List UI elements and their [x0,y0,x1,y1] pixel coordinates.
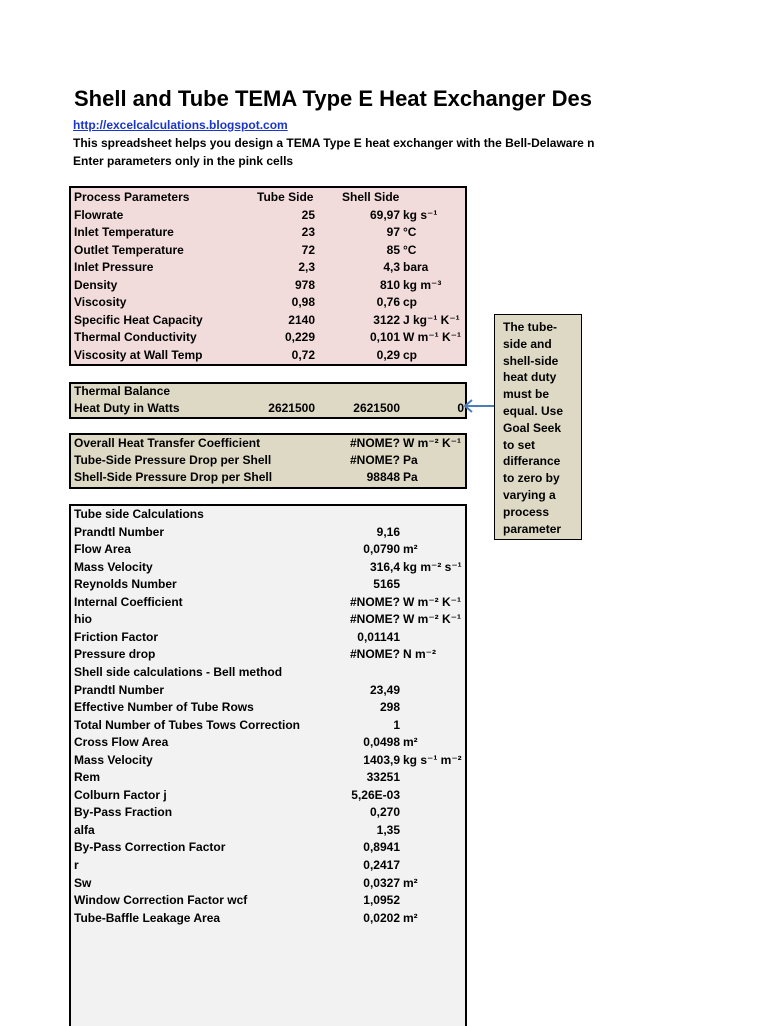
calculation-row [71,752,465,769]
result-value[interactable]: #NOME? [349,453,400,467]
process-param-row [71,347,465,364]
calc-value[interactable]: #NOME? [349,612,400,627]
calc-label: alfa [74,822,95,837]
blog-link[interactable]: http://excelcalculations.blogspot.com [73,118,288,132]
calc-value[interactable]: 23,49 [369,682,400,697]
param-label: Thermal Conductivity [74,330,197,344]
process-parameters-table [69,186,467,366]
calc-value[interactable]: 0,0202 [363,910,400,925]
calculation-row [71,839,465,856]
left-arrow-icon [460,396,496,416]
calc-label: By-Pass Fraction [74,805,173,820]
calc-label: Shell side calculations - Bell method [74,664,283,679]
note-line: heat duty [503,370,557,385]
shell-side-value[interactable]: 85 [386,242,400,257]
unit-label: kg s⁻¹ [403,207,438,222]
process-param-row [71,224,465,241]
calc-label: Tube-Baffle Leakage Area [74,910,221,925]
calc-value[interactable]: 1403,9 [363,752,400,767]
unit-label: W m⁻² K⁻¹ [403,436,461,450]
unit-label: Pa [403,453,418,467]
heat-duty-shell[interactable]: 2621500 [353,401,400,415]
tube-side-value[interactable]: 0,72 [291,347,315,362]
note-line: equal. Use [503,403,564,418]
param-label: Viscosity at Wall Temp [74,347,203,362]
shell-side-header: Shell Side [342,190,400,204]
param-label: Viscosity [74,295,127,309]
result-value[interactable]: 98848 [366,470,400,484]
shell-side-value[interactable]: 69,97 [369,207,400,222]
shell-side-value[interactable]: 810 [379,277,400,292]
goal-seek-note [494,314,582,540]
calculation-row [71,734,465,751]
unit-label: W m⁻² K⁻¹ [403,612,461,627]
calc-label: Prandtl Number [74,682,165,697]
unit-label: W m⁻² K⁻¹ [403,594,461,609]
calculation-row [71,629,465,646]
thermal-balance-table [69,382,467,419]
process-param-row [71,277,465,294]
calc-label: By-Pass Correction Factor [74,840,226,855]
calculation-row [71,576,465,593]
process-param-row [71,329,465,346]
calc-value[interactable]: 1,35 [376,822,400,837]
note-line: shell-side [503,353,559,368]
unit-label: N m⁻² [403,647,436,662]
calc-label: Friction Factor [74,629,159,644]
overall-result-row [71,435,465,452]
heat-duty-tube[interactable]: 2621500 [268,401,315,415]
calc-value[interactable]: 9,16 [376,524,400,539]
calculation-row [71,857,465,874]
thermal-header-row [71,383,465,400]
calc-label: Colburn Factor j [74,787,167,802]
page-title: Shell and Tube TEMA Type E Heat Exchanger Des [74,86,592,111]
calc-value[interactable]: 5165 [373,577,400,592]
calc-value[interactable]: 1,0952 [363,893,400,908]
unit-label: m² [403,875,418,890]
calc-label: Total Number of Tubes Tows Correction [74,717,301,732]
calc-value[interactable]: 0,0498 [363,735,400,750]
tube-side-value[interactable]: 72 [301,242,315,257]
thermal-header-label: Thermal Balance [74,384,171,398]
calculation-row [71,787,465,804]
calculation-row [71,682,465,699]
calc-value[interactable]: 0,01141 [357,629,400,644]
calc-label: Prandtl Number [74,524,165,539]
unit-label: m² [403,735,418,750]
process-header-row [71,189,465,206]
tube-side-value[interactable]: 2140 [288,312,315,327]
calculation-row [71,524,465,541]
note-line: The tube- [503,320,557,334]
shell-side-value[interactable]: 0,76 [376,295,400,309]
tube-side-value[interactable]: 978 [294,277,315,292]
process-header-label: Process Parameters [74,190,190,204]
calc-value[interactable]: 1 [393,717,400,732]
shell-side-value[interactable]: 4,3 [383,260,400,274]
calc-label: Internal Coefficient [74,594,183,609]
calculation-row [71,822,465,839]
calculation-row [71,804,465,821]
calculation-row [71,594,465,611]
calc-label: Flow Area [74,542,131,557]
calculation-row [71,611,465,628]
calc-value[interactable]: 316,4 [369,559,400,574]
process-param-row [71,259,465,276]
calc-label: Mass Velocity [74,752,153,767]
process-param-row [71,207,465,224]
calculation-row [71,699,465,716]
note-line: to zero by [503,471,560,486]
calculation-row [71,664,465,681]
calc-value[interactable]: #NOME? [349,647,400,662]
unit-label: kg m⁻² s⁻¹ [403,559,462,574]
shell-side-value[interactable]: 0,101 [369,330,400,344]
param-label: Outlet Temperature [74,242,184,257]
calc-label: Sw [74,875,92,890]
calculation-row [71,892,465,909]
overall-results-table [69,433,467,489]
param-label: Density [74,277,118,292]
calc-label: Rem [74,770,101,785]
calc-label: Cross Flow Area [74,735,169,750]
calculation-row [71,910,465,927]
result-value[interactable]: #NOME? [349,436,400,450]
tube-side-value[interactable]: 0,229 [284,330,315,344]
instructions-text: Enter parameters only in the pink cells [73,154,294,168]
note-line: parameter [503,521,562,536]
calc-label: Window Correction Factor wcf [74,893,248,908]
param-label: Inlet Temperature [74,225,174,239]
unit-label: m² [403,542,418,557]
tube-side-header: Tube Side [257,190,314,204]
calc-label: Tube side Calculations [74,507,204,521]
note-line: varying a [503,487,556,502]
calc-value[interactable]: 0,0327 [363,875,400,890]
note-line: to set [503,437,536,452]
calc-label: r [74,858,79,872]
result-label: Tube-Side Pressure Drop per Shell [74,453,272,467]
param-label: Flowrate [74,207,124,222]
calc-label: Mass Velocity [74,559,153,574]
calc-value[interactable]: 0,0790 [363,542,400,557]
note-line: Goal Seek [503,420,562,435]
calc-value[interactable]: #NOME? [349,594,400,609]
note-line: differance [503,454,561,469]
unit-label: bara [403,260,429,274]
calc-label: hio [74,612,92,627]
process-param-row [71,242,465,259]
shell-side-value[interactable]: 97 [386,225,400,239]
intro-text: This spreadsheet helps you design a TEMA Type E heat exchanger with the Bell-Delaware n [73,136,595,150]
unit-label: °C [403,225,417,239]
overall-result-row [71,452,465,469]
tube-side-value[interactable]: 0,98 [291,295,315,309]
calculation-row [71,717,465,734]
unit-label: Pa [403,470,418,484]
tube-side-value[interactable]: 25 [301,207,315,222]
tube-side-value[interactable]: 23 [301,225,315,239]
unit-label: m² [403,910,418,925]
calc-label: Effective Number of Tube Rows [74,700,254,715]
param-label: Inlet Pressure [74,260,154,274]
unit-label: cp [403,347,418,362]
calc-value[interactable]: 0,2417 [363,858,400,872]
heat-duty-row [71,400,465,417]
param-label: Specific Heat Capacity [74,312,203,327]
shell-side-value[interactable]: 3122 [373,312,400,327]
calculation-row [71,875,465,892]
heat-duty-difference[interactable]: 0 [457,401,464,415]
result-label: Overall Heat Transfer Coefficient [74,436,261,450]
calculation-row [71,506,465,523]
shell-side-value[interactable]: 0,29 [376,347,400,362]
calculations-table [69,504,467,1026]
calculation-row [71,541,465,558]
calc-value[interactable]: 0,270 [369,805,400,820]
unit-label: cp [403,295,418,309]
note-line: process [503,504,550,519]
unit-label: J kg⁻¹ K⁻¹ [403,312,460,327]
heat-duty-label: Heat Duty in Watts [74,401,180,415]
calc-value[interactable]: 5,26E-03 [351,787,400,802]
overall-result-row [71,469,465,486]
tube-side-value[interactable]: 2,3 [298,260,315,274]
calc-value[interactable]: 33251 [366,770,400,785]
calc-value[interactable]: 0,8941 [363,840,400,855]
process-param-row [71,294,465,311]
calc-label: Reynolds Number [74,577,177,592]
unit-label: kg s⁻¹ m⁻² [403,752,462,767]
note-line: side and [503,336,552,351]
calc-label: Pressure drop [74,647,156,662]
calculation-row [71,769,465,786]
unit-label: °C [403,242,417,257]
unit-label: kg m⁻³ [403,277,442,292]
calculation-row [71,559,465,576]
process-param-row [71,312,465,329]
calculation-row [71,646,465,663]
note-line: must be [503,387,550,402]
calc-value[interactable]: 298 [379,700,400,715]
result-label: Shell-Side Pressure Drop per Shell [74,470,273,484]
unit-label: W m⁻¹ K⁻¹ [403,330,461,344]
